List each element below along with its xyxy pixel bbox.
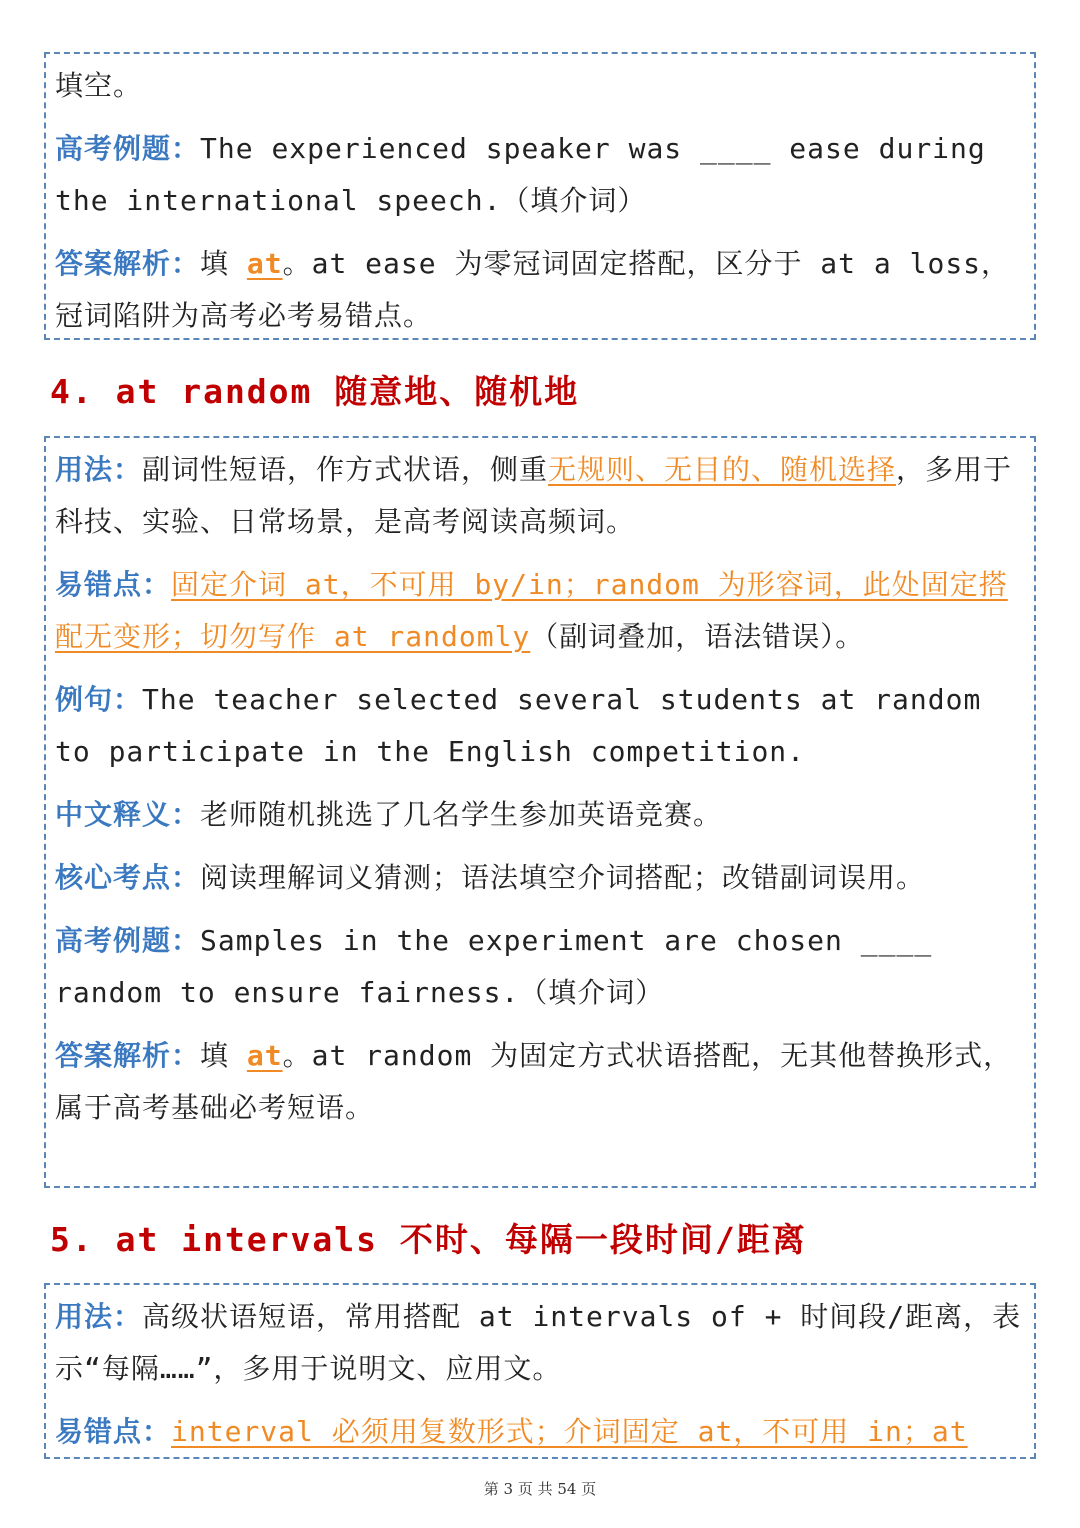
usage-pre: 副词性短语，作方式状语，侧重 [142, 453, 549, 486]
error-post: （副词叠加，语法错误）。 [530, 620, 865, 653]
section-4-box [44, 436, 1036, 1188]
section-5-heading: 5. at intervals 不时、每隔一段时间/距离 [50, 1220, 807, 1259]
usage [55, 444, 1024, 548]
exam-label: 高考例题： [55, 132, 201, 165]
exam-text: The experienced speaker was ____ ease during the international speech.（填介词） [55, 132, 986, 217]
answer-label: 答案解析： [55, 1039, 201, 1072]
usage-label: 用法： [55, 453, 143, 486]
section-5-box [44, 1283, 1036, 1459]
section-3-tail-box [44, 52, 1036, 340]
answer-pre: 填 [200, 247, 247, 280]
error-highlight: 固定介词 at，不可用 by/in；random 为形容词，此处固定搭配无变形；切勿写作 at randomly [55, 568, 1008, 653]
error-label: 易错点： [55, 568, 172, 601]
answer-post: 。at ease 为零冠词固定搭配，区分于 at a loss，冠词陷阱为高考必考易错点。 [55, 247, 1011, 332]
core-point [55, 852, 1024, 904]
exam-question [55, 123, 1024, 227]
usage [55, 1291, 1024, 1395]
answer-analysis [55, 1030, 1024, 1134]
error-highlight: interval 必须用复数形式；介词固定 at，不可用 in；at [171, 1415, 968, 1448]
cn-label: 中文释义： [55, 798, 201, 831]
example-label: 例句： [55, 683, 143, 716]
usage-text: 高级状语短语，常用搭配 at intervals of + 时间段/距离，表示“每隔……”，多用于说明文、应用文。 [55, 1300, 1022, 1385]
previous-line: 填空。 [55, 69, 143, 102]
answer-analysis [55, 238, 1024, 342]
usage-post: ，多用于科技、实验、日常场景，是高考阅读高频词。 [55, 453, 1013, 538]
answer-post: 。at random 为固定方式状语搭配，无其他替换形式，属于高考基础必考短语。 [55, 1039, 1013, 1124]
example-text: The teacher selected several students at random to participate in the English competition. [55, 683, 982, 768]
error-label: 易错点： [55, 1415, 172, 1448]
exam-question [55, 915, 1024, 1019]
core-text: 阅读理解词义猜测；语法填空介词搭配；改错副词误用。 [200, 861, 926, 894]
usage-label: 用法： [55, 1300, 143, 1333]
usage-highlight: 无规则、无目的、随机选择 [548, 453, 897, 486]
answer-pre: 填 [200, 1039, 247, 1072]
page-footer: 第 3 页 共 54 页 [483, 1480, 597, 1498]
error-point [55, 1406, 1024, 1458]
exam-label: 高考例题： [55, 924, 201, 957]
core-label: 核心考点： [55, 861, 201, 894]
answer-label: 答案解析： [55, 247, 201, 280]
chinese-meaning [55, 789, 1024, 841]
example-sentence [55, 674, 1024, 778]
cn-text: 老师随机挑选了几名学生参加英语竞赛。 [200, 798, 723, 831]
exam-text: Samples in the experiment are chosen ____ random to ensure fairness.（填介词） [55, 924, 933, 1009]
section-4-heading: 4. at random 随意地、随机地 [50, 372, 580, 411]
error-point [55, 559, 1024, 663]
answer-highlight: at [246, 1039, 283, 1072]
answer-highlight: at [246, 247, 283, 280]
